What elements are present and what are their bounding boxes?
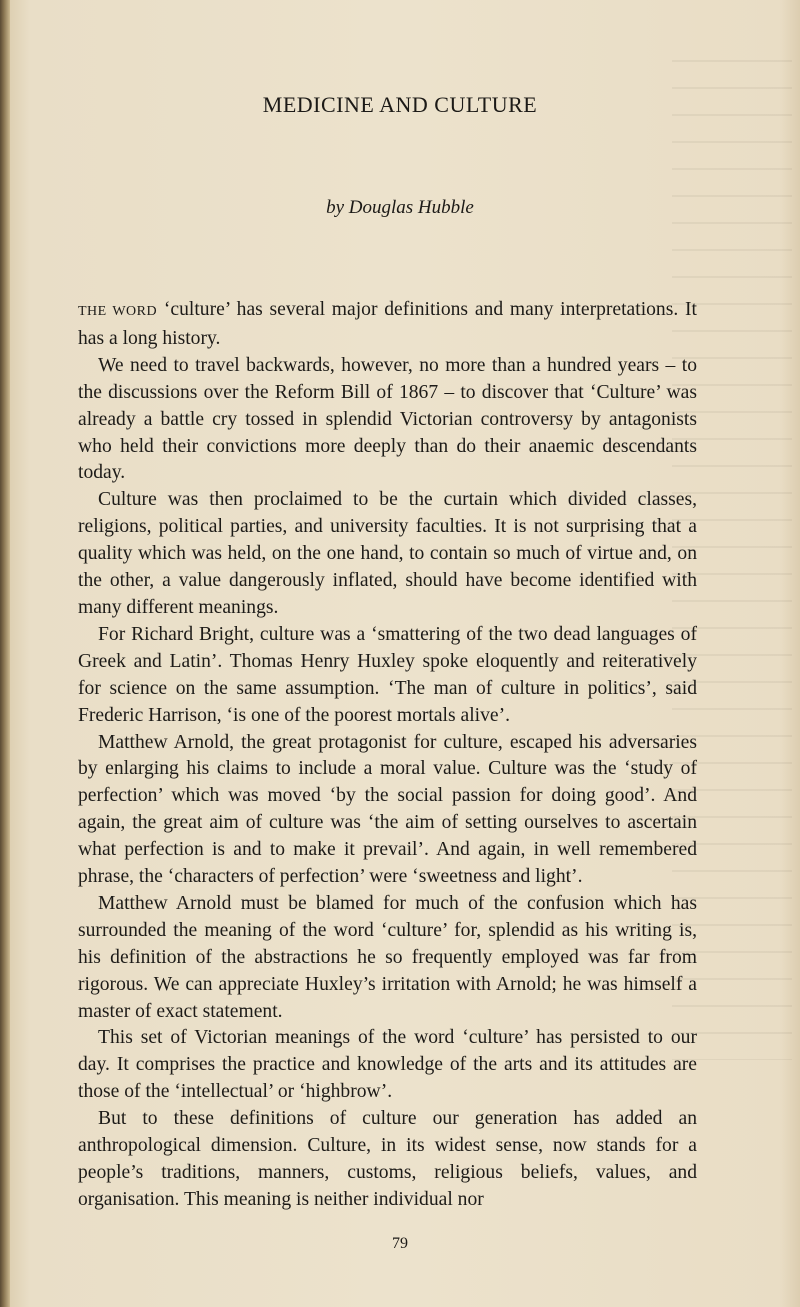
paragraph-1-text: ‘culture’ has several major definitions and many interpretations. It has a long history. <box>78 299 697 349</box>
paragraph-8: But to these definitions of culture our generation has added an anthropological dimension. Culture, in its widest sense, now stands for a people’s traditions, manners, customs, religious beliefs, values, and organisation. This meaning is neither individual nor <box>78 1108 697 1210</box>
opening-smallcaps: THE WORD <box>78 304 158 319</box>
paragraph-5: Matthew Arnold, the great protagonist for culture, escaped his adversaries by enlarging his claims to include a moral value. Culture was the ‘study of perfection’ which was moved ‘by the social passion for doing good’. And again, the great aim of culture was ‘the aim of setting ourselves to ascertain what perfection is and to make it prevail’. And again, in well remembered phrase, the ‘characters of perfection’ were ‘sweetness and light’. <box>78 731 697 888</box>
paragraph-3: Culture was then proclaimed to be the curtain which divided classes, religions, political parties, and university faculties. It is not surprising that a quality which was held, on the one hand, to contain so much of virtue and, on the other, a value dangerously inflated, should have become identified with many different meanings. <box>78 489 697 618</box>
paragraph-1 <box>78 297 697 353</box>
paragraph-2: We need to travel backwards, however, no more than a hundred years – to the discussions over the Reform Bill of 1867 – to discover that ‘Culture’ was already a battle cry tossed in splendid Victorian controversy by antagonists who held their convictions more deeply than do their anaemic descendants today. <box>78 354 697 484</box>
page-number: 79 <box>392 1235 408 1252</box>
paragraph-4: For Richard Bright, culture was a ‘smattering of the two dead languages of Greek and Latin’. Thomas Henry Huxley spoke eloquently and reiteratively for science on the same assumption. ‘The man of culture in politics’, said Frederic Harrison, ‘is one of the poorest mortals alive’. <box>78 623 697 726</box>
paragraph-6: Matthew Arnold must be blamed for much of the confusion which has surrounded the meaning of the word ‘culture’ for, splendid as his writing is, his definition of the abstractions he so frequently employed was far from rigorous. We can appreciate Huxley’s irritation with Arnold; he was himself a master of exact statement. <box>78 892 697 1022</box>
chapter-title: MEDICINE AND CULTURE <box>262 92 538 117</box>
author-byline: by Douglas Hubble <box>326 197 474 218</box>
paragraph-7: This set of Victorian meanings of the word ‘culture’ has persisted to our day. It comprises the practice and knowledge of the arts and its attitudes are those of the ‘intellectual’ or ‘highbrow’. <box>78 1027 697 1103</box>
body-text <box>78 297 697 1214</box>
